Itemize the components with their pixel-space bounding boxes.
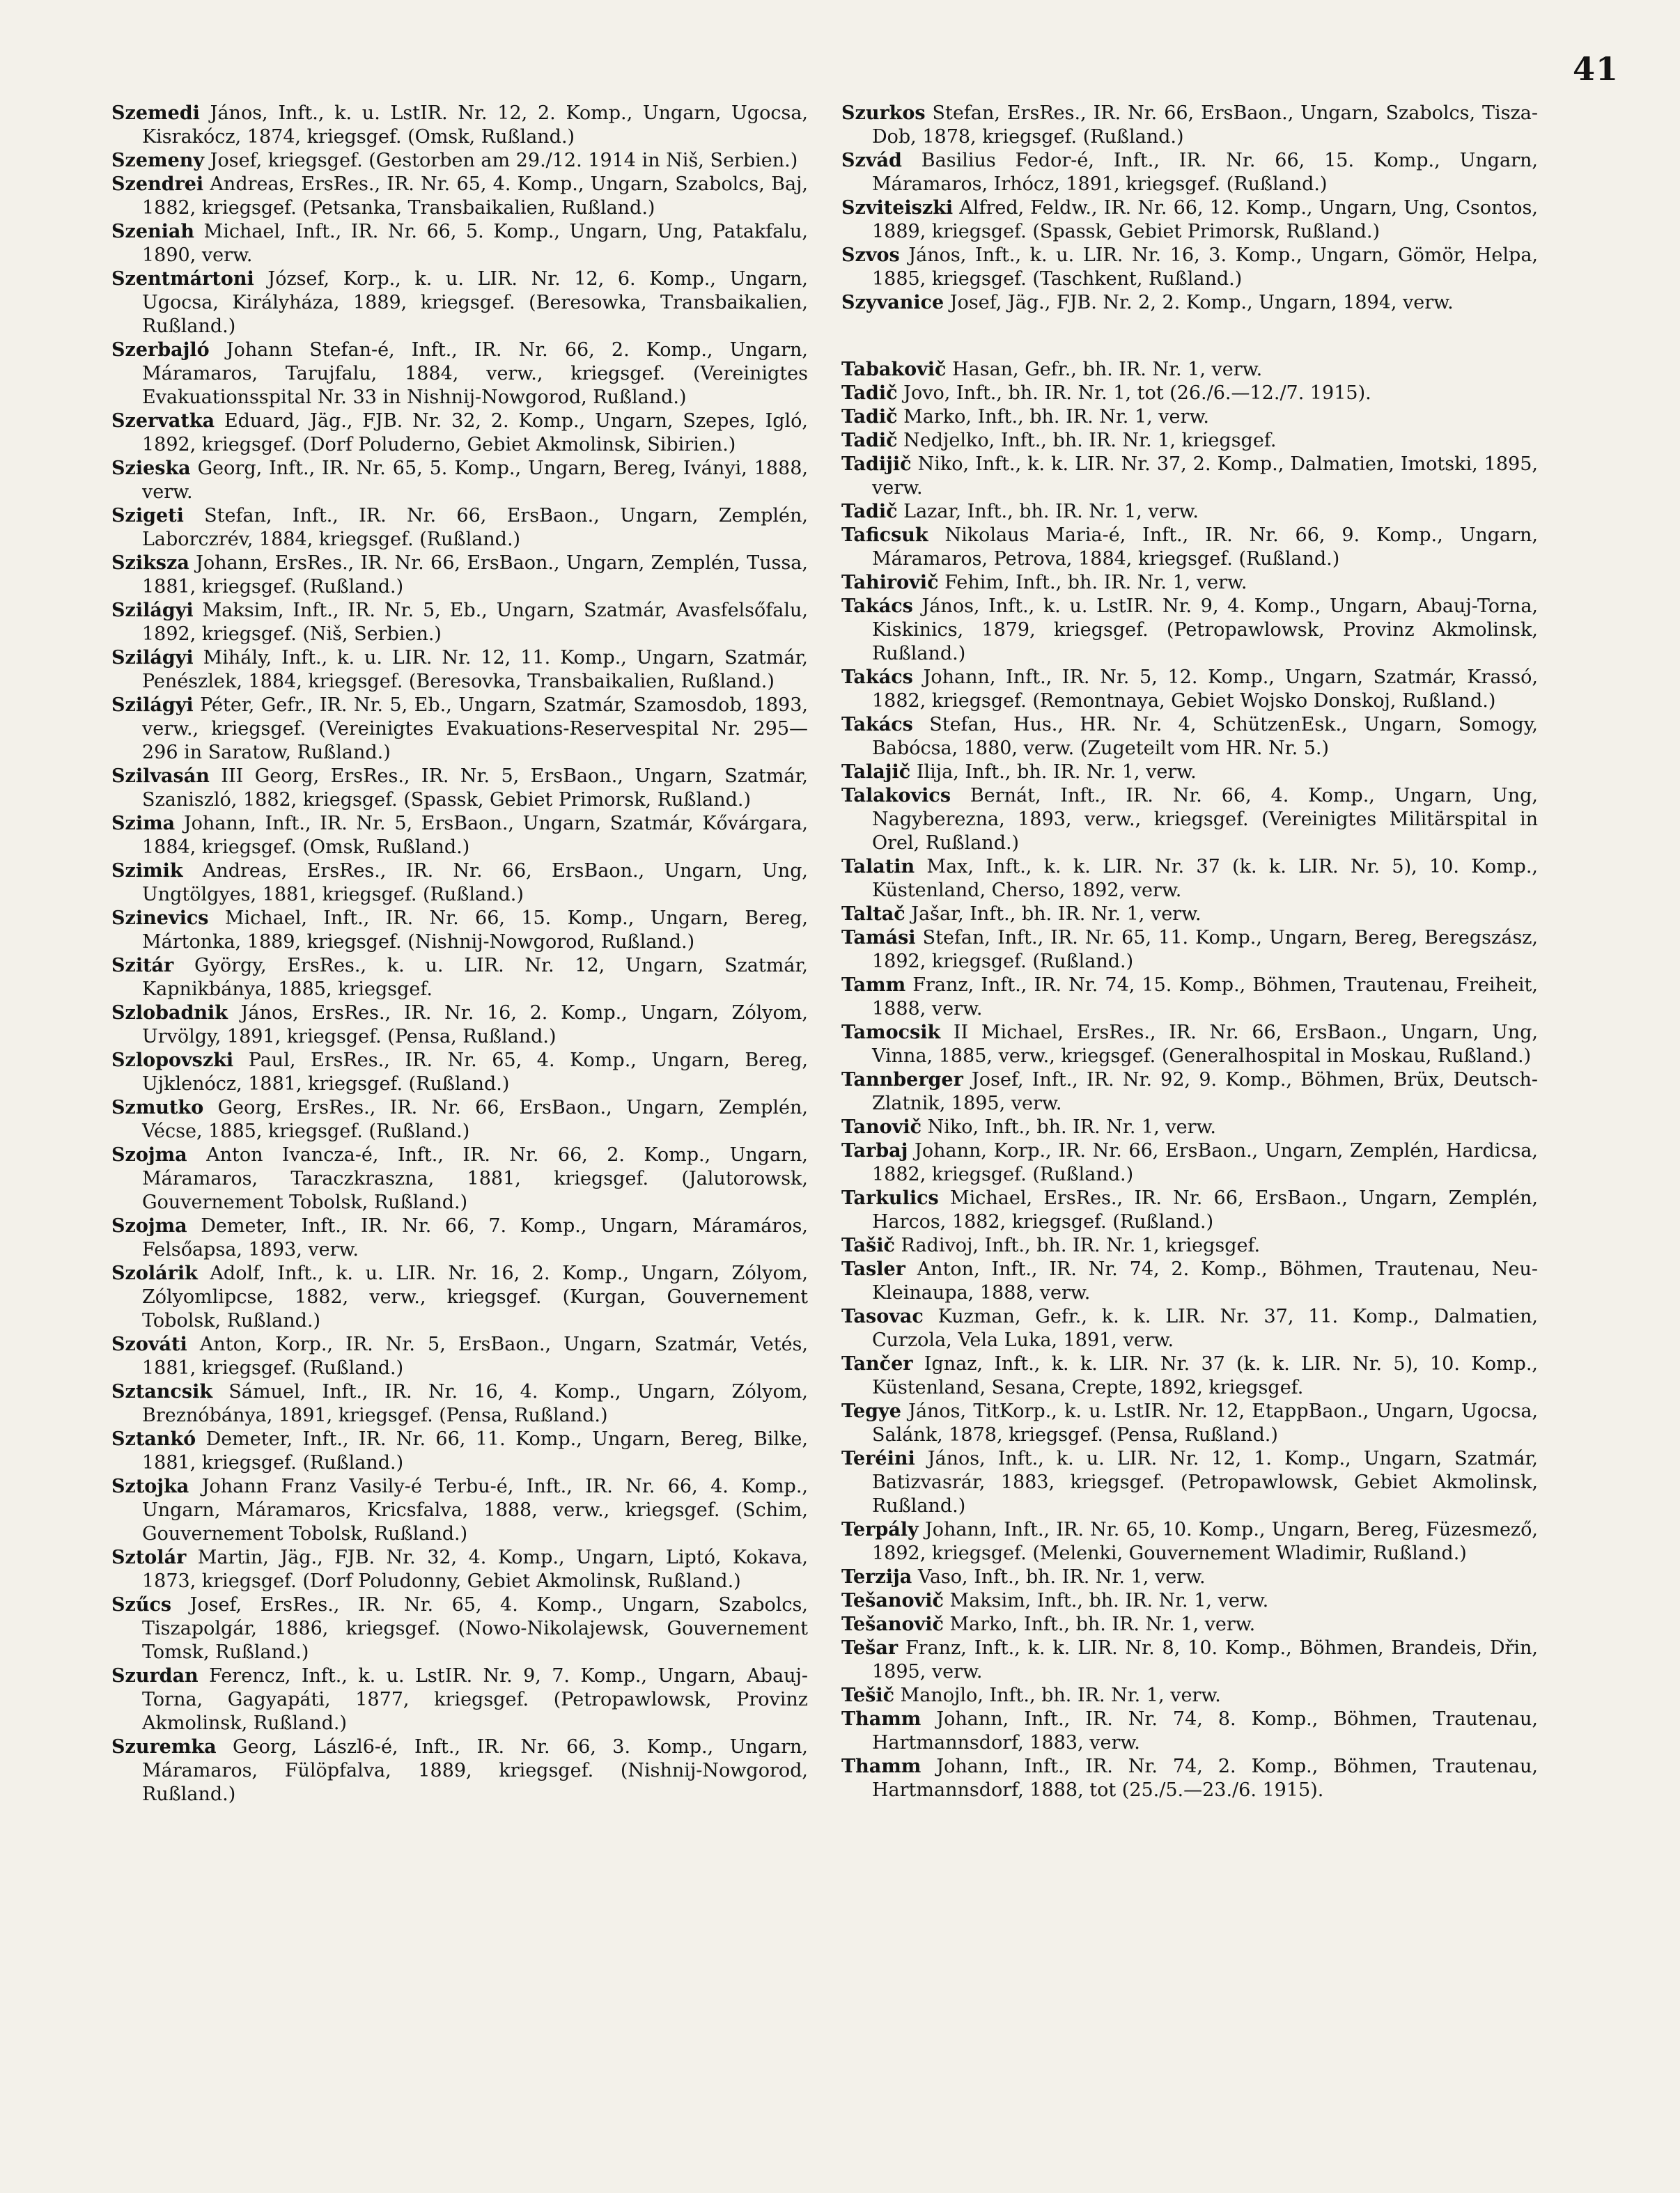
entry-details: János, Inft., k. u. LstIR. Nr. 9, 4. Komp., Ungarn, Abauj-Torna, Kiskinics, 1879, kriegsgef. (Petropawlowsk, Provinz Akmolinsk, Rußland.) — [872, 595, 1538, 664]
list-item — [111, 1546, 808, 1593]
list-item — [841, 1139, 1538, 1187]
entry-details: János, Inft., k. u. LIR. Nr. 12, 1. Komp., Ungarn, Szatmár, Batizvasrár, 1883, kriegsgef. (Petropawlowsk, Gebiet Akmolinsk, Rußland.) — [872, 1448, 1538, 1517]
entry-surname: Tamm — [841, 974, 906, 996]
entry-details: Johann Stefan-é, Inft., IR. Nr. 66, 2. Komp., Ungarn, Máramaros, Tarujfalu, 1884, verw., kriegsgef. (Vereinigtes Evakuationsspital Nr. 33 in Nishnij-Nowgorod, Rußland.) — [142, 339, 808, 408]
entry-details: Niko, Inft., bh. IR. Nr. 1, verw. — [921, 1116, 1217, 1138]
entry-details: Ferencz, Inft., k. u. LstIR. Nr. 9, 7. Komp., Ungarn, Abauj-Torna, Gagyapáti, 1877, kriegsgef. (Petropawlowsk, Provinz Akmolinsk, Rußland.) — [142, 1665, 808, 1734]
list-item — [111, 504, 808, 552]
list-item — [111, 1144, 808, 1215]
entry-surname: Teréini — [841, 1448, 915, 1469]
entry-surname: Tahirovič — [841, 572, 939, 593]
entry-details: Josef, kriegsgef. (Gestorben am 29./12. 1914 in Niš, Serbien.) — [204, 150, 798, 171]
list-item — [111, 1664, 808, 1735]
entry-details: Ignaz, Inft., k. k. LIR. Nr. 37 (k. k. LIR. Nr. 5), 10. Komp., Küstenland, Sesana, Crepte, 1892, kriegsgef. — [872, 1353, 1538, 1398]
entry-surname: Szilágyi — [111, 600, 194, 621]
entry-details: Jašar, Inft., bh. IR. Nr. 1, verw. — [905, 903, 1201, 925]
entry-surname: Tamási — [841, 927, 916, 949]
list-item — [111, 267, 808, 338]
entry-surname: Tarkulics — [841, 1187, 939, 1209]
list-item — [841, 666, 1538, 713]
entry-surname: Tadič — [841, 406, 898, 428]
entry-details: Max, Inft., k. k. LIR. Nr. 37 (k. k. LIR. Nr. 5), 10. Komp., Küstenland, Cherso, 1892, verw. — [872, 856, 1538, 901]
list-item — [841, 595, 1538, 666]
list-item — [111, 1215, 808, 1262]
entry-details: Josef, Jäg., FJB. Nr. 2, 2. Komp., Ungarn, 1894, verw. — [944, 292, 1454, 313]
entry-details: Johann, Inft., IR. Nr. 74, 2. Komp., Böhmen, Trautenau, Hartmannsdorf, 1888, tot (25./5.—23./6. 1915). — [872, 1756, 1538, 1801]
list-item — [841, 244, 1538, 291]
entry-details: Michael, Inft., IR. Nr. 66, 15. Komp., Ungarn, Bereg, Mártonka, 1889, kriegsgef. (Nishnij-Nowgorod, Rußland.) — [142, 907, 808, 953]
entry-details: Georg, Inft., IR. Nr. 65, 5. Komp., Ungarn, Bereg, Iványi, 1888, verw. — [142, 458, 808, 503]
list-item — [841, 500, 1538, 524]
list-item — [111, 220, 808, 267]
entry-details: Demeter, Inft., IR. Nr. 66, 7. Komp., Ungarn, Máramáros, Felsőapsa, 1893, verw. — [142, 1215, 808, 1261]
entry-details: Mihály, Inft., k. u. LIR. Nr. 12, 11. Komp., Ungarn, Szatmár, Penészlek, 1884, kriegsgef. (Beresovka, Transbaikalien, Rußland.) — [142, 647, 808, 692]
list-item — [841, 1684, 1538, 1708]
entry-surname: Talatin — [841, 856, 915, 877]
list-item — [841, 1400, 1538, 1447]
list-item — [841, 1187, 1538, 1234]
entry-surname: Tešič — [841, 1685, 895, 1706]
entry-surname: Takács — [841, 595, 913, 617]
list-item — [841, 926, 1538, 974]
entry-details: Johann Franz Vasily-é Terbu-é, Inft., IR. Nr. 66, 4. Komp., Ungarn, Máramaros, Kricsfalva, 1888, verw., kriegsgef. (Schim, Gouvernement Tobolsk, Rußland.) — [142, 1476, 808, 1545]
entry-details: Niko, Inft., k. k. LIR. Nr. 37, 2. Komp., Dalmatien, Imotski, 1895, verw. — [872, 453, 1538, 499]
entry-details: Michael, ErsRes., IR. Nr. 66, ErsBaon., Ungarn, Zemplén, Harcos, 1882, kriegsgef. (Rußland.) — [872, 1187, 1538, 1233]
entry-surname: Tasovac — [841, 1306, 924, 1327]
entry-details: Josef, ErsRes., IR. Nr. 65, 4. Komp., Ungarn, Szabolcs, Tiszapolgár, 1886, kriegsgef. (Nowo-Nikolajewsk, Gouvernement Tomsk, Rußland.) — [142, 1594, 808, 1663]
entry-surname: Szilágyi — [111, 647, 194, 669]
list-item — [841, 1708, 1538, 1755]
entry-details: János, Inft., k. u. LstIR. Nr. 12, 2. Komp., Ungarn, Ugocsa, Kisrakócz, 1874, kriegsgef. (Omsk, Rußland.) — [142, 102, 808, 148]
entry-details: Stefan, Hus., HR. Nr. 4, SchützenEsk., Ungarn, Somogy, Babócsa, 1880, verw. (Zugeteilt vom HR. Nr. 5.) — [872, 714, 1538, 759]
entry-surname: Szurkos — [841, 102, 926, 124]
list-item — [111, 102, 808, 149]
entry-details: Jovo, Inft., bh. IR. Nr. 1, tot (26./6.—12./7. 1915). — [897, 382, 1371, 404]
list-item — [111, 409, 808, 457]
entry-surname: Terpály — [841, 1519, 919, 1540]
entry-surname: Tešanovič — [841, 1590, 944, 1611]
entry-surname: Szerbajló — [111, 339, 210, 361]
entry-details: Nikolaus Maria-é, Inft., IR. Nr. 66, 9. Komp., Ungarn, Máramaros, Petrova, 1884, kriegsgef. (Rußland.) — [872, 524, 1538, 570]
entry-details: Johann, Inft., IR. Nr. 5, 12. Komp., Ungarn, Szatmár, Krassó, 1882, kriegsgef. (Remontnaya, Gebiet Wojsko Donskoj, Rußland.) — [872, 666, 1538, 712]
entry-surname: Tabakovič — [841, 359, 947, 380]
list-item — [111, 338, 808, 409]
entry-surname: Szojma — [111, 1215, 187, 1237]
entry-details: Andreas, ErsRes., IR. Nr. 66, ErsBaon., Ungarn, Ung, Ungtölgyes, 1881, kriegsgef. (Rußland.) — [142, 860, 808, 905]
entry-details: Stefan, ErsRes., IR. Nr. 66, ErsBaon., Ungarn, Szabolcs, Tisza-Dob, 1878, kriegsgef. (Rußland.) — [872, 102, 1538, 148]
entry-surname: Szováti — [111, 1334, 187, 1355]
entry-details: Anton, Korp., IR. Nr. 5, ErsBaon., Ungarn, Szatmár, Vetés, 1881, kriegsgef. (Rußland.) — [142, 1334, 808, 1379]
entry-surname: Tegye — [841, 1400, 901, 1422]
entry-surname: Tarbaj — [841, 1140, 908, 1162]
section-gap — [841, 315, 1538, 358]
entry-details: Basilius Fedor-é, Inft., IR. Nr. 66, 15. Komp., Ungarn, Máramaros, Irhócz, 1891, kriegsgef. (Rußland.) — [872, 150, 1538, 195]
entry-surname: Szentmártoni — [111, 268, 254, 290]
list-item — [841, 903, 1538, 926]
entry-details: II Michael, ErsRes., IR. Nr. 66, ErsBaon., Ungarn, Ung, Vinna, 1885, verw., kriegsgef. (Generalhospital in Moskau, Rußland.) — [872, 1022, 1538, 1067]
list-item — [111, 1096, 808, 1144]
list-item — [111, 1593, 808, 1664]
entry-surname: Szlobadnik — [111, 1002, 228, 1024]
entry-surname: Szimik — [111, 860, 183, 882]
entry-surname: Szviteiszki — [841, 197, 954, 219]
entry-surname: Szima — [111, 813, 176, 834]
entry-surname: Szurdan — [111, 1665, 199, 1687]
entry-surname: Tešanovič — [841, 1614, 944, 1635]
entry-details: Marko, Inft., bh. IR. Nr. 1, verw. — [897, 406, 1209, 428]
entry-details: János, Inft., k. u. LIR. Nr. 16, 3. Komp., Ungarn, Gömör, Helpa, 1885, kriegsgef. (Taschkent, Rußland.) — [872, 244, 1538, 290]
entry-details: Georg, Lászl6-é, Inft., IR. Nr. 66, 3. Komp., Ungarn, Máramaros, Fülöpfalva, 1889, kriegsgef. (Nishnij-Nowgorod, Rußland.) — [142, 1736, 808, 1805]
entry-surname: Takács — [841, 666, 913, 688]
entry-surname: Sztankó — [111, 1428, 196, 1450]
entry-details: III Georg, ErsRes., IR. Nr. 5, ErsBaon., Ungarn, Szatmár, Szaniszló, 1882, kriegsgef. (Spassk, Gebiet Primorsk, Rußland.) — [142, 765, 808, 811]
list-item — [841, 102, 1538, 149]
entry-surname: Sztancsik — [111, 1381, 213, 1403]
list-item — [841, 429, 1538, 453]
entry-details: Franz, Inft., IR. Nr. 74, 15. Komp., Böhmen, Trautenau, Freiheit, 1888, verw. — [872, 974, 1538, 1020]
right-column — [841, 102, 1538, 1802]
entry-details: Fehim, Inft., bh. IR. Nr. 1, verw. — [938, 572, 1247, 593]
entry-surname: Szendrei — [111, 173, 204, 195]
entry-details: Hasan, Gefr., bh. IR. Nr. 1, verw. — [946, 359, 1263, 380]
entry-details: Martin, Jäg., FJB. Nr. 32, 4. Komp., Ungarn, Liptó, Kokava, 1873, kriegsgef. (Dorf Poludonny, Gebiet Akmolinsk, Rußland.) — [142, 1547, 808, 1592]
list-item — [841, 1637, 1538, 1684]
list-item — [111, 954, 808, 1001]
list-item — [111, 1735, 808, 1806]
entry-details: Andreas, ErsRes., IR. Nr. 65, 4. Komp., Ungarn, Szabolcs, Baj, 1882, kriegsgef. (Petsanka, Transbaikalien, Rußland.) — [142, 173, 808, 219]
entry-details: Stefan, Inft., IR. Nr. 66, ErsBaon., Ungarn, Zemplén, Laborczrév, 1884, kriegsgef. (Rußland.) — [142, 505, 808, 550]
entry-surname: Terzija — [841, 1566, 912, 1588]
entry-details: Radivoj, Inft., bh. IR. Nr. 1, kriegsgef. — [894, 1235, 1261, 1256]
entry-surname: Szikszа — [111, 552, 189, 574]
entry-details: Ilija, Inft., bh. IR. Nr. 1, verw. — [910, 761, 1197, 783]
entry-surname: Szmutko — [111, 1097, 204, 1118]
entry-surname: Thamm — [841, 1756, 921, 1777]
list-item — [111, 1049, 808, 1096]
list-item — [111, 1001, 808, 1049]
entry-surname: Sztojka — [111, 1476, 189, 1497]
right-column-t-section — [841, 358, 1538, 1802]
entry-surname: Szlopovszki — [111, 1049, 234, 1071]
entry-details: Franz, Inft., k. k. LIR. Nr. 8, 10. Komp., Böhmen, Brandeis, Dřin, 1895, verw. — [872, 1637, 1538, 1683]
list-item — [841, 571, 1538, 595]
list-item — [841, 196, 1538, 244]
entry-surname: Taficsuk — [841, 524, 928, 546]
entry-details: Anton Ivancza-é, Inft., IR. Nr. 66, 2. Komp., Ungarn, Máramaros, Taraczkraszna, 1881, kriegsgef. (Jalutorowsk, Gouvernement Tobolsk, Rußland.) — [142, 1144, 808, 1213]
page-number: 41 — [1572, 50, 1619, 88]
entry-details: Maksim, Inft., bh. IR. Nr. 1, verw. — [943, 1590, 1269, 1611]
entry-details: György, ErsRes., k. u. LIR. Nr. 12, Ungarn, Szatmár, Kapnikbánya, 1885, kriegsgef. — [142, 955, 808, 1000]
entry-details: Péter, Gefr., IR. Nr. 5, Eb., Ungarn, Szatmár, Szamosdob, 1893, verw., kriegsgef. (Vereinigtes Evakuations-Reservespital Nr. 295—296 in Saratow, Rußland.) — [142, 694, 808, 763]
list-item — [111, 457, 808, 504]
entry-details: Manojlo, Inft., bh. IR. Nr. 1, verw. — [894, 1685, 1221, 1706]
entry-surname: Szeniah — [111, 221, 195, 242]
entry-surname: Talajič — [841, 761, 911, 783]
entry-details: János, ErsRes., IR. Nr. 16, 2. Komp., Ungarn, Zólyom, Urvölgy, 1891, kriegsgef. (Pensa, Rußland.) — [142, 1002, 808, 1047]
entry-surname: Tešar — [841, 1637, 899, 1659]
list-item — [111, 149, 808, 173]
list-item — [111, 599, 808, 646]
entry-details: Anton, Inft., IR. Nr. 74, 2. Komp., Böhmen, Trautenau, Neu-Kleinaupa, 1888, verw. — [872, 1258, 1538, 1304]
entry-surname: Szigeti — [111, 505, 184, 526]
entry-details: Sámuel, Inft., IR. Nr. 16, 4. Komp., Ungarn, Zólyom, Breznóbánya, 1891, kriegsgef. (Pensa, Rußland.) — [142, 1381, 808, 1426]
list-item — [841, 1352, 1538, 1400]
entry-surname: Szvád — [841, 150, 902, 171]
list-item — [111, 646, 808, 694]
entry-details: Marko, Inft., bh. IR. Nr. 1, verw. — [943, 1614, 1256, 1635]
entry-surname: Szieska — [111, 458, 191, 479]
entry-surname: Szemeny — [111, 150, 205, 171]
entry-surname: Tamocsik — [841, 1022, 941, 1043]
list-item — [841, 784, 1538, 855]
list-item — [841, 1258, 1538, 1305]
entry-details: Michael, Inft., IR. Nr. 66, 5. Komp., Ungarn, Ung, Patakfalu, 1890, verw. — [142, 221, 808, 266]
entry-details: Josef, Inft., IR. Nr. 92, 9. Komp., Böhmen, Brüx, Deutsch-Zlatnik, 1895, verw. — [872, 1069, 1538, 1114]
entry-details: Paul, ErsRes., IR. Nr. 65, 4. Komp., Ungarn, Bereg, Ujklenócz, 1881, kriegsgef. (Rußland.) — [142, 1049, 808, 1095]
entry-details: Adolf, Inft., k. u. LIR. Nr. 16, 2. Komp., Ungarn, Zólyom, Zólyomlipcse, 1882, verw., kriegsgef. (Kurgan, Gouvernement Tobolsk, Rußland.) — [142, 1263, 808, 1332]
list-item — [111, 812, 808, 859]
right-column-sz-section — [841, 102, 1538, 315]
entry-surname: Tadijič — [841, 453, 912, 475]
entry-surname: Szolárik — [111, 1263, 198, 1284]
entry-details: Lazar, Inft., bh. IR. Nr. 1, verw. — [897, 501, 1199, 522]
entry-surname: Szitár — [111, 955, 174, 976]
entry-surname: Tančer — [841, 1353, 913, 1375]
list-item — [841, 974, 1538, 1021]
entry-details: Kuzman, Gefr., k. k. LIR. Nr. 37, 11. Komp., Dalmatien, Curzola, Vela Luka, 1891, verw. — [872, 1306, 1538, 1351]
entry-surname: Szilágyi — [111, 694, 194, 716]
left-column — [111, 102, 808, 1806]
entry-surname: Tadič — [841, 430, 898, 451]
entry-surname: Szojma — [111, 1144, 187, 1166]
list-item — [111, 1475, 808, 1546]
list-item — [841, 382, 1538, 405]
list-item — [841, 1589, 1538, 1613]
list-item — [841, 1613, 1538, 1637]
list-item — [841, 713, 1538, 760]
list-item — [841, 1234, 1538, 1258]
list-item — [841, 524, 1538, 571]
entry-surname: Takács — [841, 714, 913, 735]
entry-details: Johann, Inft., IR. Nr. 74, 8. Komp., Böhmen, Trautenau, Hartmannsdorf, 1883, verw. — [872, 1708, 1538, 1754]
entry-surname: Szűcs — [111, 1594, 172, 1616]
entry-surname: Szemedi — [111, 102, 200, 124]
entry-details: Demeter, Inft., IR. Nr. 66, 11. Komp., Ungarn, Bereg, Bilke, 1881, kriegsgef. (Rußland.) — [142, 1428, 808, 1474]
entry-details: Maksim, Inft., IR. Nr. 5, Eb., Ungarn, Szatmár, Avasfelsőfalu, 1892, kriegsgef. (Niš, Serbien.) — [142, 600, 808, 645]
list-item — [841, 1566, 1538, 1589]
list-item — [111, 1262, 808, 1333]
entry-details: János, TitKorp., k. u. LstIR. Nr. 12, EtappBaon., Ungarn, Ugocsa, Salánk, 1878, kriegsgef. (Pensa, Rußland.) — [872, 1400, 1538, 1446]
list-item — [111, 859, 808, 907]
entry-surname: Tadič — [841, 382, 898, 404]
list-item — [111, 1428, 808, 1475]
list-item — [841, 405, 1538, 429]
entry-details: Johann, Inft., IR. Nr. 65, 10. Komp., Ungarn, Bereg, Füzesmező, 1892, kriegsgef. (Melenki, Gouvernement Wladimir, Rußland.) — [872, 1519, 1538, 1564]
entry-details: Stefan, Inft., IR. Nr. 65, 11. Komp., Ungarn, Bereg, Beregszász, 1892, kriegsgef. (Rußland.) — [872, 927, 1538, 972]
entry-details: József, Korp., k. u. LIR. Nr. 12, 6. Komp., Ungarn, Ugocsa, Királyháza, 1889, kriegsgef. (Beresowka, Transbaikalien, Rußland.) — [142, 268, 808, 337]
list-item — [841, 1068, 1538, 1116]
list-item — [111, 1380, 808, 1428]
list-item — [111, 1333, 808, 1380]
entry-surname: Szervatka — [111, 410, 215, 432]
entry-surname: Tašič — [841, 1235, 895, 1256]
list-item — [841, 760, 1538, 784]
entry-surname: Szyvanice — [841, 292, 944, 313]
entry-details: Georg, ErsRes., IR. Nr. 66, ErsBaon., Ungarn, Zemplén, Vécse, 1885, kriegsgef. (Rußland.) — [142, 1097, 808, 1142]
list-item — [841, 149, 1538, 196]
entry-details: Johann, Inft., IR. Nr. 5, ErsBaon., Ungarn, Szatmár, Kővárgara, 1884, kriegsgef. (Omsk, Rußland.) — [142, 813, 808, 858]
entry-surname: Szinevics — [111, 907, 209, 929]
list-item — [841, 855, 1538, 903]
entry-surname: Sztolár — [111, 1547, 187, 1568]
entry-surname: Tannberger — [841, 1069, 963, 1091]
entry-details: Vaso, Inft., bh. IR. Nr. 1, verw. — [912, 1566, 1206, 1588]
entry-surname: Taltač — [841, 903, 905, 925]
list-item — [841, 1755, 1538, 1802]
list-item — [841, 1305, 1538, 1352]
list-item — [841, 291, 1538, 315]
entry-surname: Tanovič — [841, 1116, 922, 1138]
entry-surname: Tasler — [841, 1258, 905, 1280]
entry-details: Alfred, Feldw., IR. Nr. 66, 12. Komp., Ungarn, Ung, Csontos, 1889, kriegsgef. (Spassk, Gebiet Primorsk, Rußland.) — [872, 197, 1538, 242]
list-item — [111, 765, 808, 812]
entry-surname: Szuremka — [111, 1736, 217, 1758]
list-item — [841, 1021, 1538, 1068]
entry-details: Johann, ErsRes., IR. Nr. 66, ErsBaon., Ungarn, Zemplén, Tussa, 1881, kriegsgef. (Rußland.) — [142, 552, 808, 598]
list-item — [111, 552, 808, 599]
list-item — [111, 173, 808, 220]
entry-details: Eduard, Jäg., FJB. Nr. 32, 2. Komp., Ungarn, Szepes, Igló, 1892, kriegsgef. (Dorf Poluderno, Gebiet Akmolinsk, Sibirien.) — [142, 410, 808, 455]
list-item — [841, 1116, 1538, 1139]
entry-surname: Tadič — [841, 501, 898, 522]
entry-details: Bernát, Inft., IR. Nr. 66, 4. Komp., Ungarn, Ung, Nagyberezna, 1893, verw., kriegsgef. (Vereinigtes Militärspital in Orel, Rußland.) — [872, 785, 1538, 854]
list-item — [841, 358, 1538, 382]
entry-surname: Szvos — [841, 244, 900, 266]
list-item — [111, 694, 808, 765]
entry-surname: Talakovics — [841, 785, 951, 806]
list-item — [841, 453, 1538, 500]
entry-details: Johann, Korp., IR. Nr. 66, ErsBaon., Ungarn, Zemplén, Hardicsa, 1882, kriegsgef. (Rußland.) — [872, 1140, 1538, 1185]
entry-surname: Szilvasán — [111, 765, 210, 787]
entry-details: Nedjelko, Inft., bh. IR. Nr. 1, kriegsgef. — [897, 430, 1277, 451]
entry-surname: Thamm — [841, 1708, 921, 1730]
list-item — [841, 1518, 1538, 1566]
list-item — [111, 907, 808, 954]
list-item — [841, 1447, 1538, 1518]
